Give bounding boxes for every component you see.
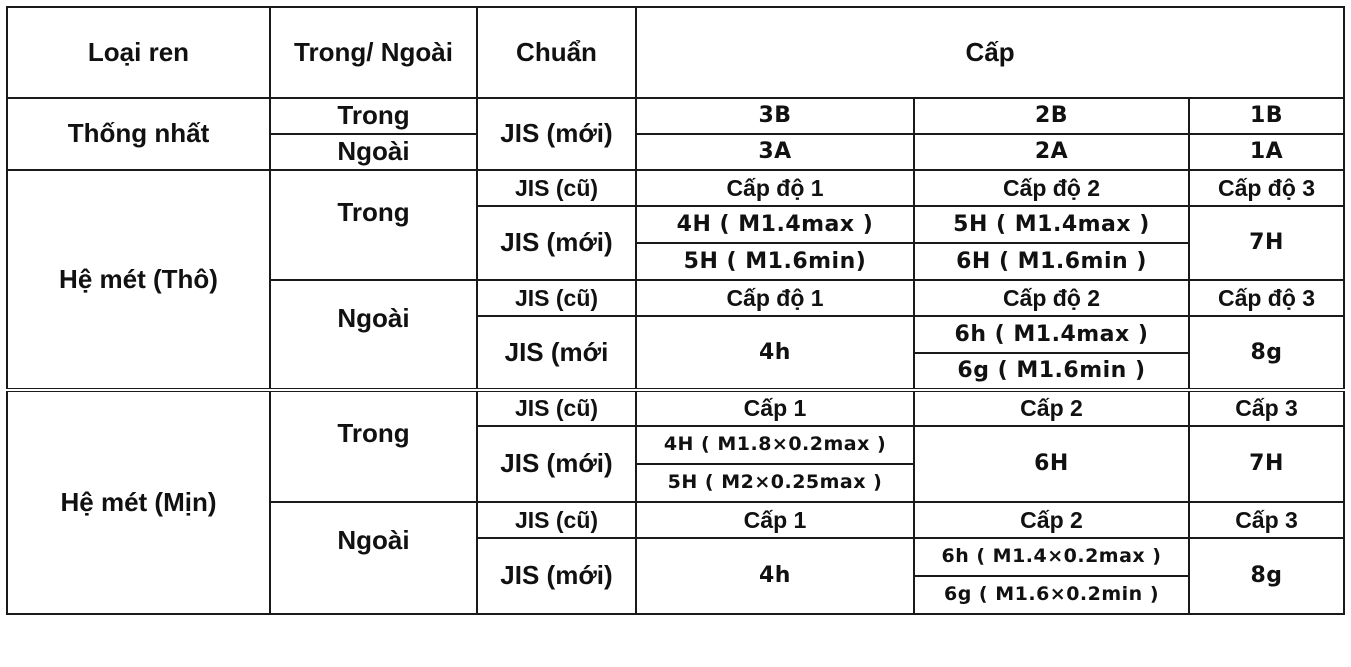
grade-cell: 6g ( M1.6×0.2min ) [914, 576, 1189, 614]
thread-grade-table-wrapper [6, 6, 1345, 615]
grade-cell: 3B [636, 98, 914, 134]
grade-cell: 8g [1189, 316, 1344, 390]
grade-cell: Cấp độ 3 [1189, 170, 1344, 206]
standard-jis-new: JIS (mới) [477, 206, 636, 280]
grade-cell: Cấp độ 3 [1189, 280, 1344, 316]
standard-jis-new: JIS (mới [477, 316, 636, 390]
side-ngoai: Ngoài [270, 280, 477, 390]
side-trong: Trong [270, 390, 477, 502]
table-row [7, 170, 1344, 206]
grade-cell: Cấp 1 [636, 502, 914, 538]
header-trong-ngoai: Trong/ Ngoài [270, 7, 477, 98]
category-thong-nhat: Thống nhất [7, 98, 270, 170]
header-cap: Cấp [636, 7, 1344, 98]
grade-cell: 7H [1189, 206, 1344, 280]
grade-cell: 1B [1189, 98, 1344, 134]
grade-cell: Cấp độ 1 [636, 280, 914, 316]
standard-jis-new: JIS (mới) [477, 98, 636, 170]
header-row [7, 7, 1344, 98]
side-trong: Trong [270, 170, 477, 280]
grade-cell: 2A [914, 134, 1189, 170]
grade-cell: Cấp 2 [914, 502, 1189, 538]
standard-jis-new: JIS (mới) [477, 538, 636, 614]
header-loai-ren: Loại ren [7, 7, 270, 98]
grade-cell: 4H ( M1.8×0.2max ) [636, 426, 914, 464]
grade-cell: 6H ( M1.6min ) [914, 243, 1189, 280]
grade-cell: Cấp độ 1 [636, 170, 914, 206]
grade-cell: Cấp 3 [1189, 502, 1344, 538]
grade-cell: 2B [914, 98, 1189, 134]
category-he-met-min: Hệ mét (Mịn) [7, 390, 270, 614]
grade-cell: 5H ( M1.4max ) [914, 206, 1189, 243]
side-trong: Trong [270, 98, 477, 134]
standard-jis-old: JIS (cũ) [477, 502, 636, 538]
category-he-met-tho: Hệ mét (Thô) [7, 170, 270, 390]
grade-cell: 4H ( M1.4max ) [636, 206, 914, 243]
grade-cell: 4h [636, 316, 914, 390]
grade-cell: 4h [636, 538, 914, 614]
standard-jis-old: JIS (cũ) [477, 390, 636, 426]
grade-cell: Cấp 3 [1189, 390, 1344, 426]
thread-grade-table [6, 6, 1345, 615]
standard-jis-old: JIS (cũ) [477, 280, 636, 316]
standard-jis-old: JIS (cũ) [477, 170, 636, 206]
grade-cell: 6h ( M1.4×0.2max ) [914, 538, 1189, 576]
grade-cell: Cấp 2 [914, 390, 1189, 426]
grade-cell: 5H ( M1.6min) [636, 243, 914, 280]
grade-cell: 6g ( M1.6min ) [914, 353, 1189, 390]
grade-cell: 1A [1189, 134, 1344, 170]
side-ngoai: Ngoài [270, 134, 477, 170]
grade-cell: Cấp độ 2 [914, 170, 1189, 206]
grade-cell: 8g [1189, 538, 1344, 614]
grade-cell: Cấp 1 [636, 390, 914, 426]
grade-cell: 7H [1189, 426, 1344, 502]
table-row [7, 98, 1344, 134]
standard-jis-new: JIS (mới) [477, 426, 636, 502]
header-chuan: Chuẩn [477, 7, 636, 98]
grade-cell: 6h ( M1.4max ) [914, 316, 1189, 353]
grade-cell: 3A [636, 134, 914, 170]
grade-cell: Cấp độ 2 [914, 280, 1189, 316]
side-ngoai: Ngoài [270, 502, 477, 614]
grade-cell: 5H ( M2×0.25max ) [636, 464, 914, 502]
grade-cell: 6H [914, 426, 1189, 502]
table-row [7, 390, 1344, 426]
